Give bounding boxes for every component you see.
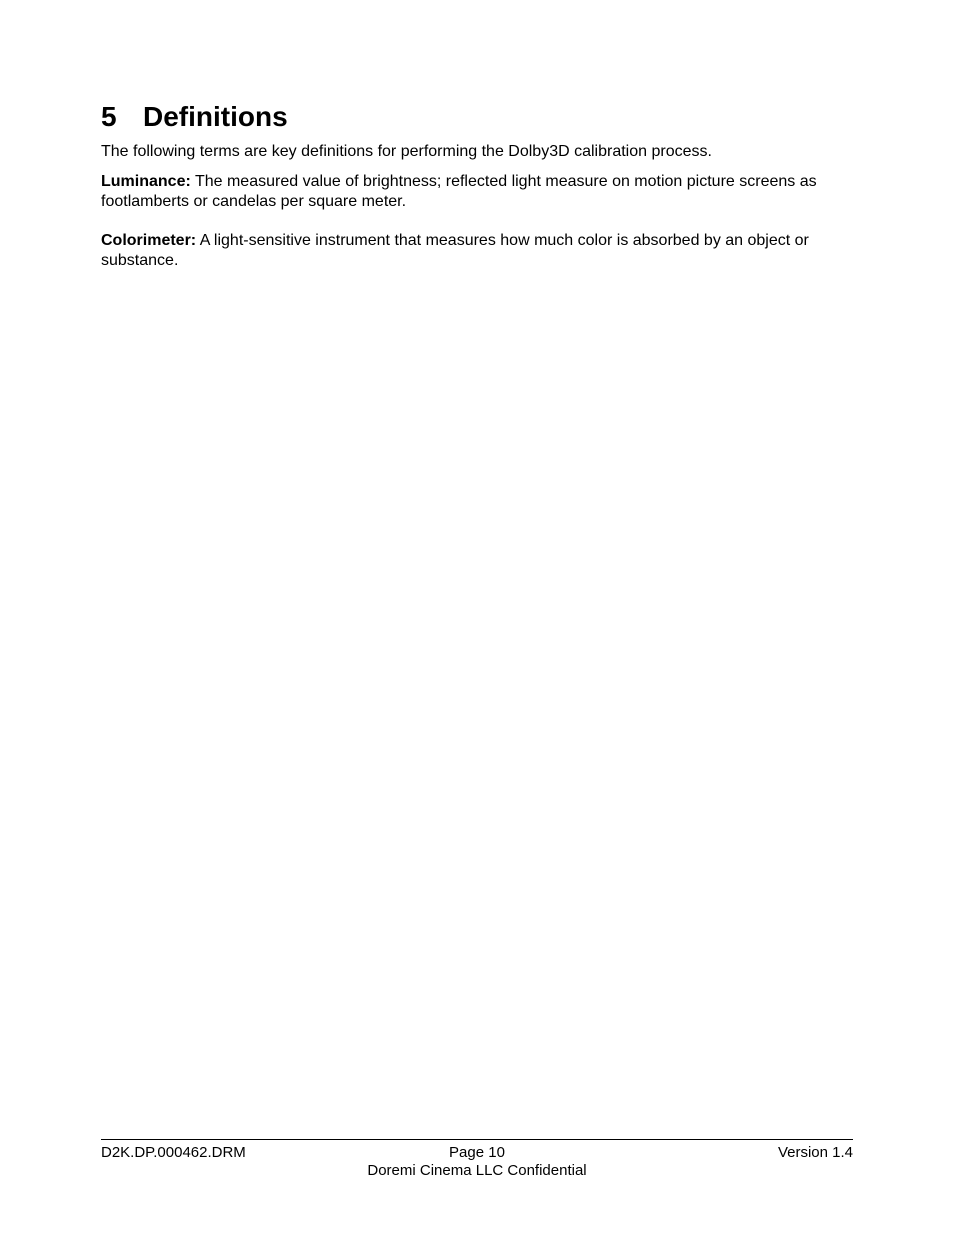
section-number: 5 [101, 101, 117, 132]
intro-paragraph: The following terms are key definitions for performing the Dolby3D calibration process. [101, 143, 712, 160]
definition-colorimeter [101, 231, 853, 271]
footer-doc-id: D2K.DP.000462.DRM [101, 1144, 246, 1161]
footer-version: Version 1.4 [777, 1144, 853, 1161]
page-footer [101, 1139, 853, 1180]
definition-term: Colorimeter: [101, 232, 197, 249]
definition-text: The measured value of brightness; reflected light measure on motion picture screens as footlamberts or candelas per square meter. [101, 173, 817, 210]
definition-term: Luminance: [101, 173, 191, 190]
footer-row [101, 1144, 853, 1162]
footer-confidential: Doremi Cinema LLC Confidential [367, 1162, 587, 1179]
document-body [101, 100, 853, 290]
footer-page-number: Page 10 [449, 1144, 505, 1161]
section-heading [101, 100, 853, 134]
definition-text: A light-sensitive instrument that measures how much color is absorbed by an object or substance. [101, 232, 809, 269]
definition-luminance [101, 172, 853, 212]
section-title: Definitions [143, 101, 288, 132]
